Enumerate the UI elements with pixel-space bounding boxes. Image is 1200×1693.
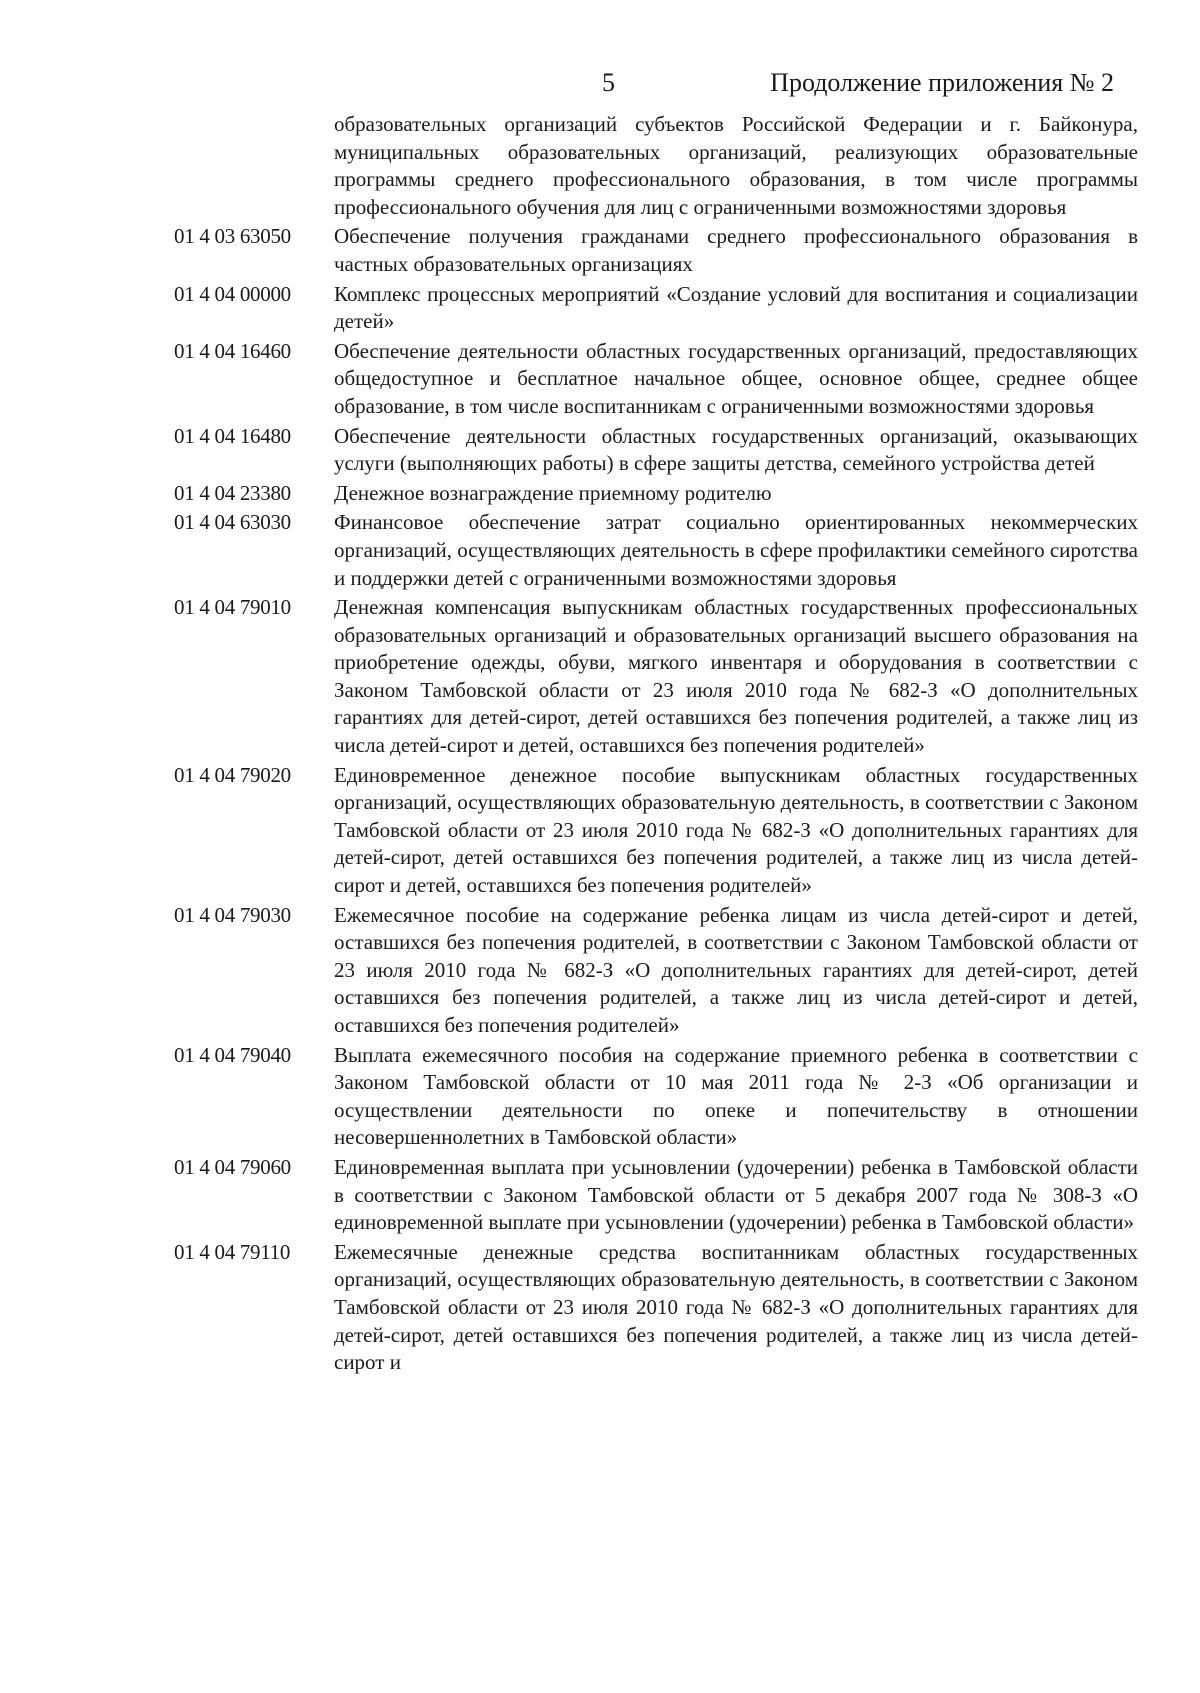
- table-row: [174, 223, 1138, 278]
- row-code: 01 4 04 16480: [174, 423, 291, 448]
- row-description: Обеспечение получения гражданами среднего профессионального образования в частных образовательных организациях: [334, 224, 1138, 276]
- row-code: 01 4 04 00000: [174, 281, 291, 306]
- row-code: 01 4 04 63030: [174, 510, 291, 535]
- row-description: Ежемесячное пособие на содержание ребенка лицам из числа детей-сирот и детей, оставшихся без попечения родителей, в соответствии с Законом Тамбовской области от 23 июля 2010 года № 682-З «О дополнительных гарантиях для детей-сирот, детей оставшихся без попечения родителей, а также лиц из числа детей-сирот и детей, оставшихся без попечения родителей»: [334, 902, 1138, 1037]
- row-description: Денежное вознаграждение приемному родителю: [334, 480, 772, 505]
- row-code: 01 4 04 79110: [174, 1239, 291, 1264]
- table-row: [174, 480, 1138, 508]
- table-row: [174, 509, 1138, 592]
- table-row: [174, 338, 1138, 421]
- row-description: образовательных организаций субъектов Российской Федерации и г. Байконура, муниципальных образовательных организаций, реализующих образовательные программы среднего профессионального образования, в том числе программы профессионального обучения для лиц с ограниченными возможностями здоровья: [334, 112, 1138, 219]
- row-code: 01 4 04 79030: [174, 902, 291, 927]
- row-description: Обеспечение деятельности областных государственных организаций, предоставляющих общедоступное и бесплатное начальное общее, основное общее, среднее общее образование, в том числе воспитанникам с ограниченными возможностями здоровья: [334, 338, 1138, 418]
- row-code: 01 4 04 79020: [174, 762, 291, 787]
- row-description: Комплекс процессных мероприятий «Создание условий для воспитания и социализации детей»: [334, 281, 1138, 334]
- row-code: 01 4 03 63050: [174, 224, 291, 249]
- row-code: 01 4 04 23380: [174, 480, 291, 505]
- table-row: [174, 762, 1138, 900]
- page-header: [0, 68, 1200, 108]
- table-row: [174, 902, 1138, 1040]
- row-code: 01 4 04 79060: [174, 1154, 291, 1179]
- appendix-title: Продолжение приложения № 2: [770, 68, 1114, 97]
- row-description: Выплата ежемесячного пособия на содержание приемного ребенка в соответствии с Законом Тамбовской области от 10 мая 2011 года № 2-З «Об организации и осуществлении деятельности по опеке и попечительству в отношении несовершеннолетних в Тамбовской области»: [334, 1042, 1138, 1150]
- table-row: [174, 594, 1138, 760]
- row-description: Обеспечение деятельности областных государственных организаций, оказывающих услуги (выполняющих работы) в сфере защиты детства, семейного устройства детей: [334, 423, 1138, 476]
- classification-table: [174, 111, 1138, 1379]
- row-code: 01 4 04 79040: [174, 1042, 291, 1067]
- row-code: 01 4 04 16460: [174, 338, 291, 363]
- table-row: [174, 281, 1138, 336]
- table-row: [174, 1042, 1138, 1152]
- row-description: Финансовое обеспечение затрат социально ориентированных некоммерческих организаций, осуществляющих деятельность в сфере профилактики семейного сиротства и поддержки детей с ограниченными возможностями здоровья: [334, 510, 1138, 590]
- row-description: Единовременное денежное пособие выпускникам областных государственных организаций, осуществляющих образовательную деятельность, в соответствии с Законом Тамбовской области от 23 июля 2010 года № 682-З «О дополнительных гарантиях для детей-сирот, детей оставшихся без попечения родителей, а также лиц из числа детей-сирот и детей, оставшихся без попечения родителей»: [334, 762, 1138, 898]
- table-row: [174, 1239, 1138, 1377]
- row-code: [174, 111, 334, 221]
- row-description: Денежная компенсация выпускникам областных государственных профессиональных образовательных организаций и образовательных организаций высшего образования на приобретение одежды, обуви, мягкого инвентаря и оборудования в соответствии с Законом Тамбовской области от 23 июля 2010 года № 682-З «О дополнительных гарантиях для детей-сирот, детей оставшихся без попечения родителей, а также лиц из числа детей-сирот и детей, оставшихся без попечения родителей»: [334, 595, 1138, 758]
- row-description: Ежемесячные денежные средства воспитанникам областных государственных организаций, осуществляющих образовательную деятельность, в соответствии с Законом Тамбовской области от 23 июля 2010 года № 682-З «О дополнительных гарантиях для детей-сирот, детей оставшихся без попечения родителей, а также лиц из числа детей-сирот и: [334, 1239, 1138, 1375]
- table-row: [174, 1154, 1138, 1237]
- table-row: [174, 111, 1138, 221]
- row-description: Единовременная выплата при усыновлении (удочерении) ребенка в Тамбовской области в соответствии с Законом Тамбовской области от 5 декабря 2007 года № 308-З «О единовременной выплате при усыновлении (удочерении) ребенка в Тамбовской области»: [334, 1154, 1138, 1235]
- page-number: 5: [602, 68, 615, 97]
- table-row: [174, 423, 1138, 478]
- row-code: 01 4 04 79010: [174, 595, 291, 620]
